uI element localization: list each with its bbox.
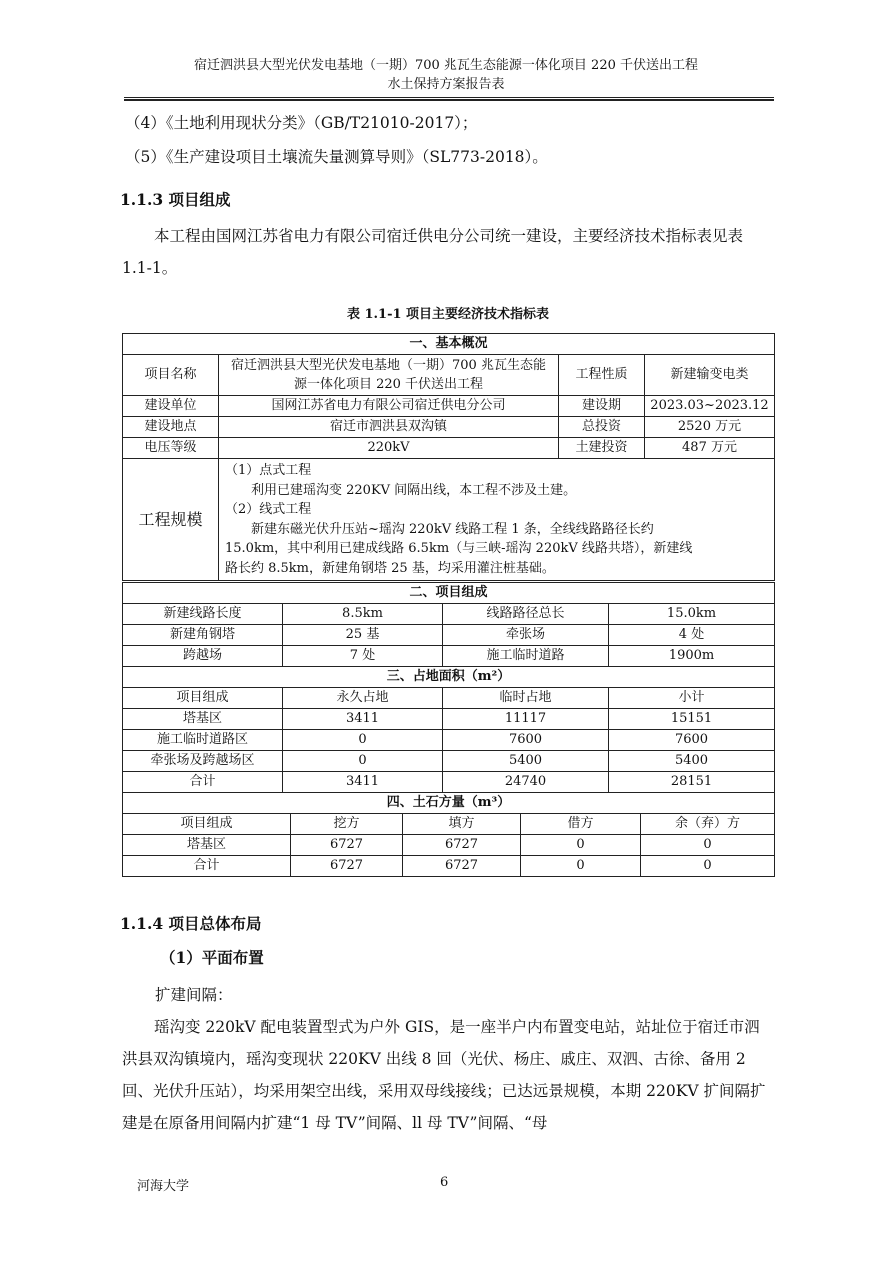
scale-line-2: 利用已建瑶沟变 220KV 间隔出线，本工程不涉及土建。 bbox=[251, 482, 577, 498]
table-cell: 6727 bbox=[291, 856, 403, 877]
table-cell: 合计 bbox=[123, 856, 291, 877]
nature-label: 工程性质 bbox=[559, 355, 645, 396]
section-heading-1-1-3: 1.1.3 项目组成 bbox=[120, 190, 231, 209]
table-row bbox=[123, 751, 775, 772]
table-cell: 6727 bbox=[403, 856, 521, 877]
table-cell: 3411 bbox=[283, 709, 443, 730]
table-cell: 0 bbox=[521, 856, 641, 877]
table-cell: 合计 bbox=[123, 772, 283, 793]
table-row bbox=[123, 772, 775, 793]
table-cell: 24740 bbox=[443, 772, 609, 793]
table-caption: 表 1.1-1 项目主要经济技术指标表 bbox=[346, 307, 550, 322]
indicator-table-earthwork bbox=[122, 792, 775, 877]
table-cell: 25 基 bbox=[283, 625, 443, 646]
nature-value: 新建输变电类 bbox=[645, 355, 775, 396]
table-header-row bbox=[123, 814, 775, 835]
scale-label: 工程规模 bbox=[123, 459, 219, 581]
table-cell: 8.5km bbox=[283, 604, 443, 625]
table-cell: 跨越场 bbox=[123, 646, 283, 667]
reference-item-5: （5）《生产建设项目土壤流失量测算导则》（SL773-2018）。 bbox=[125, 148, 548, 166]
table-row bbox=[123, 646, 775, 667]
civil-invest-value: 487 万元 bbox=[645, 438, 775, 459]
subheading-layout: （1）平面布置 bbox=[160, 948, 264, 967]
table-cell: 0 bbox=[641, 835, 775, 856]
table-cell: 施工临时道路区 bbox=[123, 730, 283, 751]
table-cell: 15.0km bbox=[609, 604, 775, 625]
table-row bbox=[123, 730, 775, 751]
table-row bbox=[123, 709, 775, 730]
section-1-1-3-paragraph: 本工程由国网江苏省电力有限公司宿迁供电分公司统一建设，主要经济技术指标表见表 1.1-1。 bbox=[122, 227, 744, 277]
table-cell: 新建角钢塔 bbox=[123, 625, 283, 646]
table-row bbox=[123, 625, 775, 646]
column-header: 项目组成 bbox=[123, 688, 283, 709]
table-header-row bbox=[123, 688, 775, 709]
invest-value: 2520 万元 bbox=[645, 417, 775, 438]
table-cell: 4 处 bbox=[609, 625, 775, 646]
column-header: 项目组成 bbox=[123, 814, 291, 835]
unit-label: 建设单位 bbox=[123, 396, 219, 417]
table-cell: 7 处 bbox=[283, 646, 443, 667]
table-cell: 塔基区 bbox=[123, 835, 291, 856]
table-cell: 施工临时道路 bbox=[443, 646, 609, 667]
column-header: 余（弃）方 bbox=[641, 814, 775, 835]
column-header: 小计 bbox=[609, 688, 775, 709]
section-earthwork: 四、土石方量（m³） bbox=[123, 793, 775, 814]
running-header bbox=[120, 56, 772, 94]
scale-line-5: 15.0km，其中利用已建成线路 6.5km（与三峡-瑶沟 220kV 线路共塔），新建线 bbox=[225, 541, 693, 556]
column-header: 借方 bbox=[521, 814, 641, 835]
page-number: 6 bbox=[440, 1175, 449, 1190]
table-cell: 3411 bbox=[283, 772, 443, 793]
table-cell: 11117 bbox=[443, 709, 609, 730]
indicator-table-composition bbox=[122, 582, 775, 793]
table-cell: 15151 bbox=[609, 709, 775, 730]
scale-line-6: 路长约 8.5km，新建角钢塔 25 基，均采用灌注桩基础。 bbox=[225, 560, 555, 576]
table-cell: 28151 bbox=[609, 772, 775, 793]
project-name-value: 宿迁泗洪县大型光伏发电基地（一期）700 兆瓦生态能源一体化项目 220 千伏送出工程 bbox=[219, 355, 559, 396]
scale-line-3: （2）线式工程 bbox=[225, 502, 312, 517]
project-name-label: 项目名称 bbox=[123, 355, 219, 396]
header-title-line2: 水土保持方案报告表 bbox=[387, 77, 505, 92]
section-1-1-4-paragraph: 瑶沟变 220kV 配电装置型式为户外 GIS，是一座半户内布置变电站，站址位于宿迁市泗洪县双沟镇境内，瑶沟变现状 220KV 出线 8 回（光伏、杨庄、戚庄、双泗、古徐、备用 2 回、光伏升压站），均采用架空出线，采用双母线接线；已达远景规模，本期 220KV 扩间隔扩建是在原备用间隔内扩建“1 母 TV”间隔、ll 母 TV”间隔、“母 bbox=[122, 1018, 766, 1132]
footer-organization: 河海大学 bbox=[137, 1179, 190, 1194]
table-cell: 6727 bbox=[291, 835, 403, 856]
invest-label: 总投资 bbox=[559, 417, 645, 438]
civil-invest-label: 土建投资 bbox=[559, 438, 645, 459]
scale-line-1: （1）点式工程 bbox=[225, 463, 312, 478]
column-header: 永久占地 bbox=[283, 688, 443, 709]
header-rule-thick bbox=[124, 99, 774, 101]
table-cell: 0 bbox=[283, 751, 443, 772]
unit-value: 国网江苏省电力有限公司宿迁供电分公司 bbox=[219, 396, 559, 417]
table-cell: 线路路径总长 bbox=[443, 604, 609, 625]
table-cell: 塔基区 bbox=[123, 709, 283, 730]
voltage-value: 220kV bbox=[219, 438, 559, 459]
section-project-composition: 二、项目组成 bbox=[123, 583, 775, 604]
table-cell: 1900m bbox=[609, 646, 775, 667]
header-title-line1: 宿迁泗洪县大型光伏发电基地（一期）700 兆瓦生态能源一体化项目 220 千伏送出工程 bbox=[193, 58, 699, 73]
reference-item-4: （4）《土地利用现状分类》（GB/T21010-2017）； bbox=[125, 114, 478, 132]
site-value: 宿迁市泗洪县双沟镇 bbox=[219, 417, 559, 438]
table-cell: 7600 bbox=[443, 730, 609, 751]
scale-line-4: 新建东磁光伏升压站~瑶沟 220kV 线路工程 1 条，全线线路路径长约 bbox=[251, 521, 654, 537]
table-row bbox=[123, 604, 775, 625]
column-header: 临时占地 bbox=[443, 688, 609, 709]
scale-description bbox=[219, 459, 775, 581]
table-cell: 5400 bbox=[443, 751, 609, 772]
section-basic-overview: 一、基本概况 bbox=[123, 334, 775, 355]
table-cell: 7600 bbox=[609, 730, 775, 751]
table-row bbox=[123, 856, 775, 877]
indicator-table-basic bbox=[122, 333, 775, 581]
section-land-area: 三、占地面积（m²） bbox=[123, 667, 775, 688]
site-label: 建设地点 bbox=[123, 417, 219, 438]
table-cell: 新建线路长度 bbox=[123, 604, 283, 625]
expansion-bay-label: 扩建间隔： bbox=[155, 986, 233, 1004]
section-heading-1-1-4: 1.1.4 项目总体布局 bbox=[120, 914, 262, 933]
column-header: 挖方 bbox=[291, 814, 403, 835]
period-label: 建设期 bbox=[559, 396, 645, 417]
header-rule-thin bbox=[124, 97, 774, 98]
table-cell: 牵张场及跨越场区 bbox=[123, 751, 283, 772]
period-value: 2023.03~2023.12 bbox=[645, 396, 775, 417]
column-header: 填方 bbox=[403, 814, 521, 835]
table-cell: 0 bbox=[521, 835, 641, 856]
table-cell: 0 bbox=[641, 856, 775, 877]
table-cell: 5400 bbox=[609, 751, 775, 772]
table-cell: 牵张场 bbox=[443, 625, 609, 646]
table-row bbox=[123, 835, 775, 856]
table-cell: 0 bbox=[283, 730, 443, 751]
table-cell: 6727 bbox=[403, 835, 521, 856]
voltage-label: 电压等级 bbox=[123, 438, 219, 459]
